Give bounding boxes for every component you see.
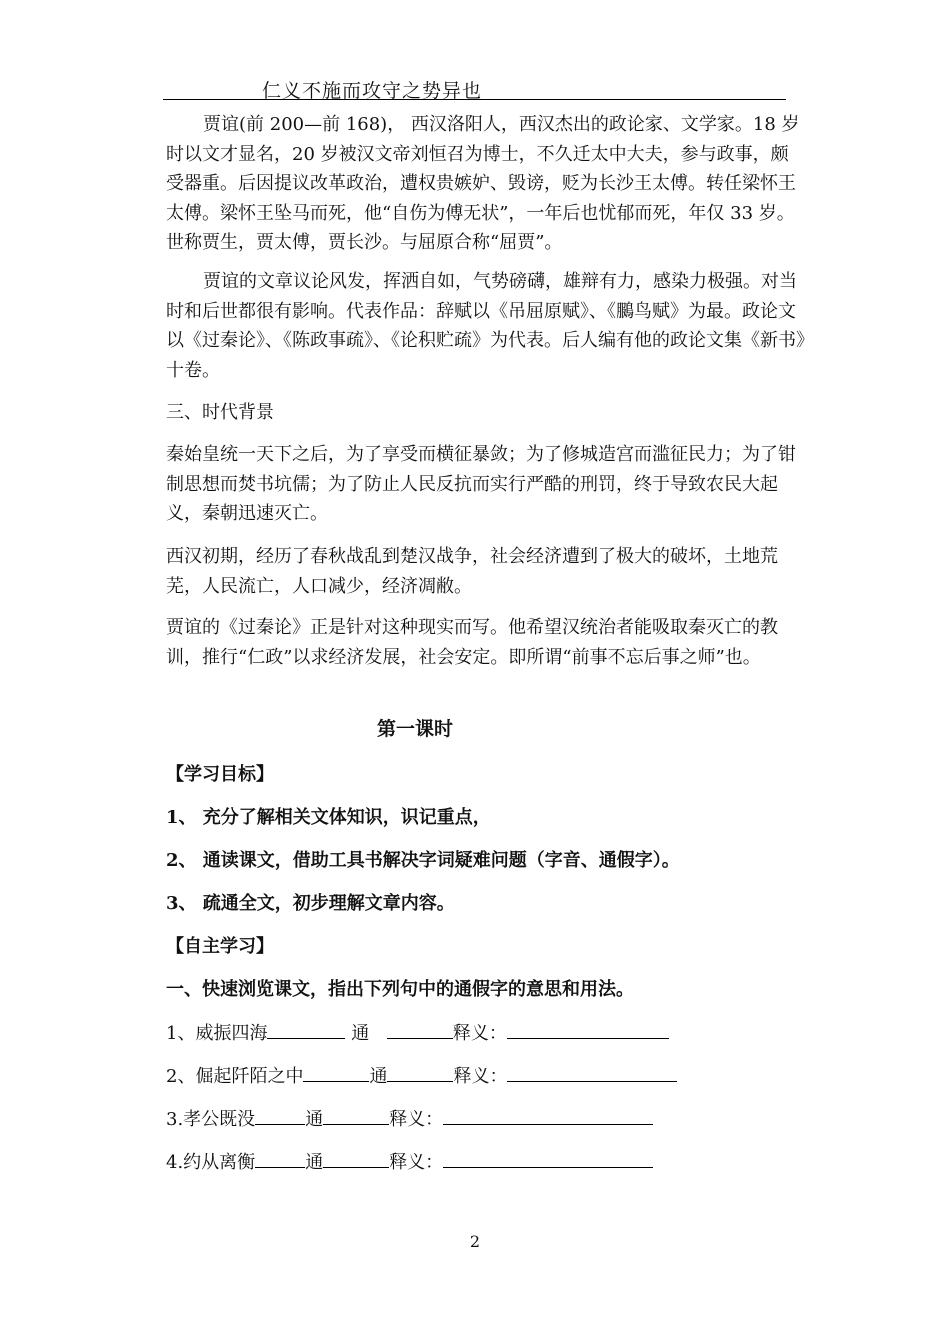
answer-blank-meaning[interactable] (507, 1061, 677, 1082)
page-number: 2 (469, 1232, 481, 1251)
answer-blank-char[interactable] (303, 1061, 369, 1082)
shiyi-label: 释义： (389, 1152, 444, 1173)
background-paragraph-3: 贾谊的《过秦论》正是针对这种现实而写。他希望汉统治者能吸取秦灭亡的教训，推行“仁政”以求经济发展，社会安定。即所谓“前事不忘后事之师”也。 (166, 617, 778, 668)
shiyi-label: 释义： (389, 1109, 444, 1130)
goal-item-2: 2、 通读课文，借助工具书解决字词疑难问题（字音、通假字）。 (166, 850, 680, 871)
self-study-heading: 【自主学习】 (166, 936, 274, 957)
tong-label: 通 (305, 1109, 324, 1130)
answer-blank-char[interactable] (255, 1147, 305, 1168)
exercise-row (166, 1104, 653, 1131)
lesson-title: 第一课时 (376, 718, 453, 740)
answer-blank-meaning[interactable] (443, 1104, 653, 1125)
answer-blank-char[interactable] (255, 1104, 305, 1125)
exercise-row (166, 1147, 653, 1174)
works-paragraph: 贾谊的文章议论风发，挥洒自如，气势磅礴，雄辩有力，感染力极强。对当时和后世都很有影响。代表作品：辞赋以《吊屈原赋》、《鵩鸟赋》为最。政论文以《过秦论》、《陈政事疏》、《论积贮疏》为代表。后人编有他的政论文集《新书》十卷。 (166, 271, 805, 381)
section-three-heading: 三、时代背景 (166, 402, 274, 423)
shiyi-label: 释义： (453, 1066, 508, 1087)
answer-blank-meaning[interactable] (443, 1147, 653, 1168)
answer-blank-tong[interactable] (387, 1061, 453, 1082)
tong-label: 通 (305, 1152, 324, 1173)
exercise-row (166, 1061, 677, 1088)
answer-blank-tong[interactable] (323, 1104, 389, 1125)
author-intro-paragraph: 贾谊(前 200—前 168)， 西汉洛阳人，西汉杰出的政论家、文学家。18 岁时以文才显名，20 岁被汉文帝刘恒召为博士，不久迁太中大夫，参与政事，颇受器重。后因提议改革政治，遭权贵嫉妒、毁谤，贬为长沙王太傅。转任梁怀王太傅。梁怀王坠马而死，他“自伤为傅无状”，一年后也忧郁而死，年仅 33 岁。世称贾生，贾太傅，贾长沙。与屈原合称“屈贾”。 (166, 114, 800, 253)
shiyi-label: 释义： (452, 1023, 507, 1044)
exercise-prompt: 4.约从离衡 (166, 1152, 256, 1173)
task-one-heading: 一、快速浏览课文，指出下列句中的通假字的意思和用法。 (166, 979, 634, 1000)
exercise-row (166, 1018, 669, 1045)
exercise-prompt: 3.孝公既没 (166, 1109, 256, 1130)
answer-blank-meaning[interactable] (507, 1018, 669, 1039)
tong-label: 通 (351, 1023, 370, 1044)
tong-label: 通 (369, 1066, 388, 1087)
goal-item-3: 3、 疏通全文，初步理解文章内容。 (166, 893, 455, 914)
header-rule (163, 99, 786, 100)
running-header-title: 仁义不施而攻守之势异也 (262, 80, 483, 102)
goals-heading: 【学习目标】 (166, 764, 274, 785)
answer-blank-tong[interactable] (323, 1147, 389, 1168)
background-paragraph-2: 西汉初期，经历了春秋战乱到楚汉战争，社会经济遭到了极大的破坏，土地荒芜，人民流亡，人口减少，经济凋敝。 (166, 546, 778, 597)
answer-blank-char[interactable] (267, 1018, 345, 1039)
goal-item-1: 1、 充分了解相关文体知识，识记重点， (166, 807, 491, 828)
exercise-prompt: 2、倔起阡陌之中 (166, 1066, 304, 1087)
exercise-prompt: 1、威振四海 (166, 1023, 268, 1044)
background-paragraph-1: 秦始皇统一天下之后，为了享受而横征暴敛；为了修城造宫而滥征民力；为了钳制思想而焚书坑儒；为了防止人民反抗而实行严酷的刑罚，终于导致农民大起义，秦朝迅速灭亡。 (166, 444, 796, 524)
answer-blank-tong[interactable] (387, 1018, 453, 1039)
